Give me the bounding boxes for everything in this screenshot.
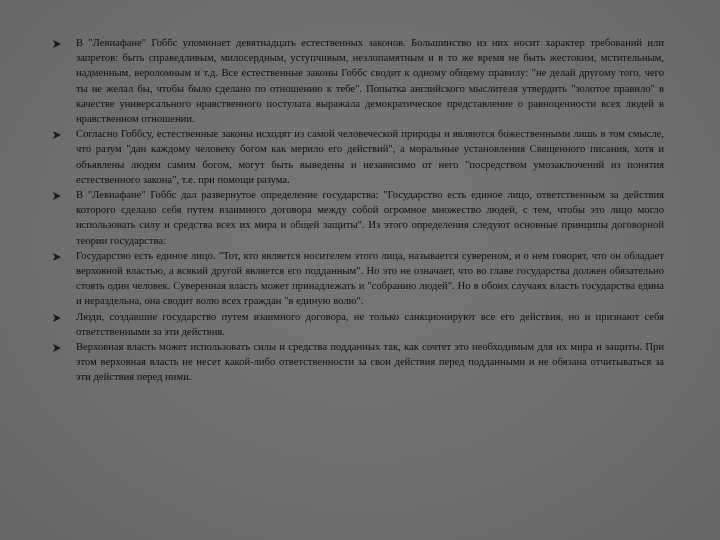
bullet-text: Верховная власть может использовать силы и средства подданных так, как сочтет это необходимым для их мира и защиты. При этом верховная власть не несет какой-либо ответственности за свои действия перед подданными и не обязана отчитываться за эти действия перед ними. [76,342,664,384]
bullet-text: Согласно Гоббсу, естественные законы исходят из самой человеческой природы и являются божественными лишь в том смысле, что разум "дан каждому человеку богом как мерило его действий", а моральные установления Священного писания, хотя и объявлены людям самим богом, могут быть выведены и независимо от него "посредством умозаключений из понятия естественного закона", т.е. при помощи разума. [76,129,664,186]
diamond-bullet-icon [52,314,62,322]
bullet-item [52,340,664,386]
bullet-text: В "Левиафане" Гоббс упоминает девятнадцать естественных законов. Большинство из них носит характер требований или запретов: быть справедливым, милосердным, уступчивым, незлопамятным и в то же время не быть жестоким, мстительным, надменным, вероломным и т.д. Все естественные законы Гоббс сводит к одному общему правилу: "не делай другому того, чего ты не желал бы, чтобы было сделано по отношению к тебе". Попытка английского мыслителя утвердить "золотое правило" в качестве универсального нравственного постулата выражала демократическое представление о равноценности всех людей в нравственном отношении. [76,38,664,126]
bullet-item [52,310,664,340]
bullet-item [52,188,664,249]
bullet-text: Государство есть единое лицо. "Тот, кто является носителем этого лица, называется сувереном, и о нем говорят, что он обладает верховной властью, а всякий другой является его подданным". Но это не означает, что во главе государства должен обязательно стоять один человек. Суверенная власть может принадлежать и "собранию людей". Но в обоих случаях власть государства едина и нераздельна, она сводит волю всех граждан "в единую волю". [76,250,664,308]
diamond-bullet-icon [52,40,62,48]
diamond-bullet-icon [52,253,62,261]
diamond-bullet-icon [52,344,62,352]
bullet-list [52,36,664,386]
bullet-item [52,249,664,310]
bullet-text: В "Левиафане" Гоббс дал развернутое определение государства: "Государство есть единое лицо, ответственным за действия которого сделало себя путем взаимного договора между собой огромное множество людей, с тем, чтобы это лицо могло использовать силу и средства всех их мира и общей защиты". Из этого определения следуют основные принципы договорной теории государства: [76,190,664,247]
diamond-bullet-icon [52,131,62,139]
bullet-text: Люди, создавшие государство путем взаимного договора, не только санкционируют все его действия, но и признают себя ответственными за эти действия. [76,311,664,338]
bullet-item [52,127,664,188]
diamond-bullet-icon [52,192,62,200]
bullet-item [52,36,664,127]
